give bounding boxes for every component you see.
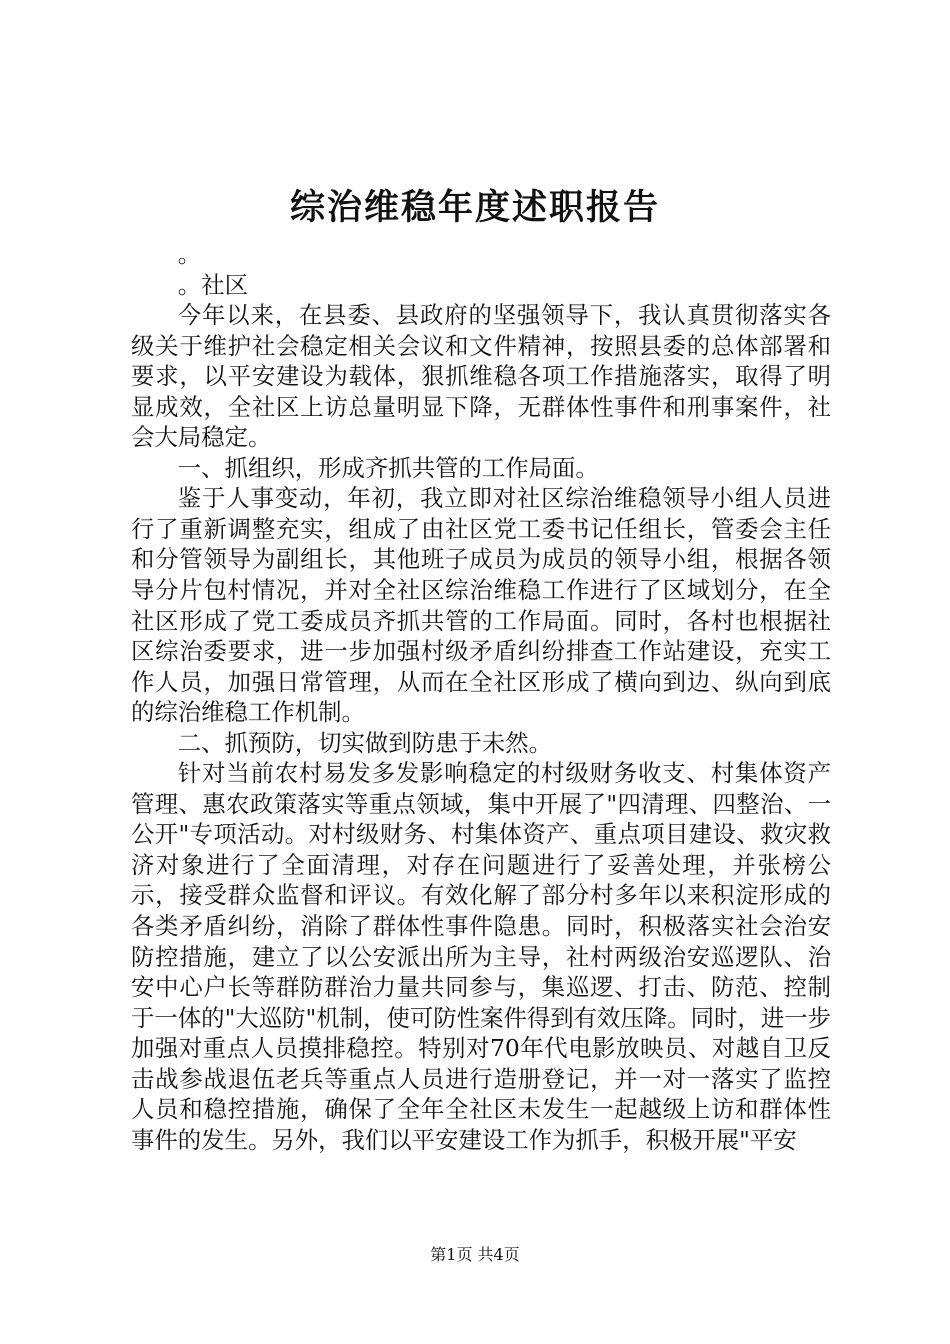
document-title: 综治维稳年度述职报告 (289, 187, 660, 228)
paragraph: 。 (177, 240, 202, 268)
paragraph: 今年以来，在县委、县政府的坚强领导下，我认真贯彻落实各级关于维护社会稳定相关会议和文件精神，按照县委的总体部署和要求，以平安建设为载体，狠抓维稳各项工作措施落实，取得了明显成效，全社区上访总量明显下降，无群体性事件和刑事案件，社会大局稳定。 (131, 301, 831, 452)
paragraph: 鉴于人事变动，年初，我立即对社区综治维稳领导小组人员进行了重新调整充实，组成了由社区党工委书记任组长，管委会主任和分管领导为副组长，其他班子成员为成员的领导小组，根据各领导分片包村情况，并对全社区综治维稳工作进行了区域划分，在全社区形成了党工委成员齐抓共管的工作局面。同时，各村也根据社区综治委要求，进一步加强村级矛盾纠纷排查工作站建设，充实工作人员，加强日常管理，从而在全社区形成了横向到边、纵向到底的综治维稳工作机制。 (131, 484, 831, 727)
section-heading: 一、抓组织，形成齐抓共管的工作局面。 (177, 453, 599, 482)
page-number-footer: 第1页 共4页 (430, 1245, 520, 1264)
section-heading: 二、抓预防，切实做到防患于未然。 (177, 728, 553, 757)
paragraph: 。社区 (177, 270, 248, 299)
document-body (131, 239, 831, 1155)
paragraph: 针对当前农村易发多发影响稳定的村级财务收支、村集体资产管理、惠农政策落实等重点领域，集中开展了"四清理、四整治、一公开"专项活动。对村级财务、村集体资产、重点项目建设、救灾救济对象进行了全面清理，对存在问题进行了妥善处理，并张榜公示，接受群众监督和评议。有效化解了部分村多年以来积淀形成的各类矛盾纠纷，消除了群体性事件隐患。同时，积极落实社会治安防控措施，建立了以公安派出所为主导，社村两级治安巡逻队、治安中心户长等群防群治力量共同参与，集巡逻、打击、防范、控制于一体的"大巡防"机制，使可防性案件得到有效压降。同时，进一步加强对重点人员摸排稳控。特别对70年代电影放映员、对越自卫反击战参战退伍老兵等重点人员进行造册登记，并一对一落实了监控人员和稳控措施，确保了全年全社区未发生一起越级上访和群体性事件的发生。另外，我们以平安建设工作为抓手，积极开展"平安 (131, 759, 831, 1154)
